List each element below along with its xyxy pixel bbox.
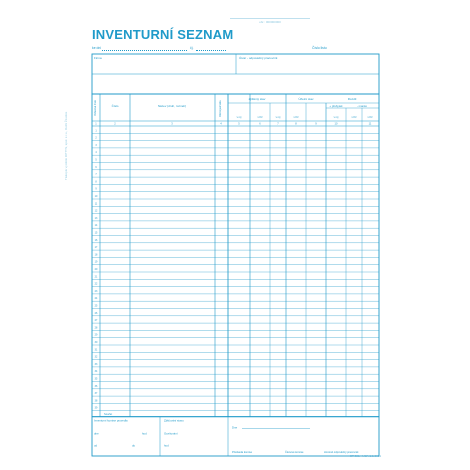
col-unit-6: v Kč	[367, 116, 373, 119]
col-number-4: 4	[220, 122, 222, 126]
row-number-34: 34	[94, 370, 98, 374]
row-number-39: 39	[94, 406, 98, 410]
row-number-31: 31	[94, 348, 98, 352]
firma-label: Firma	[94, 56, 102, 60]
row-number-19: 19	[94, 260, 98, 264]
col-number-2: 2	[114, 122, 116, 126]
utvar-label: Útvar - odpovědný pracovník	[239, 56, 278, 60]
col-number-10: 10	[334, 122, 338, 126]
col-unit-1: v Kč	[257, 116, 263, 119]
row-number-2: 2	[95, 136, 97, 140]
col-cislo: Číslo	[111, 104, 119, 108]
row-number-25: 25	[94, 304, 98, 308]
col-unit-2: v mj	[275, 116, 281, 119]
col-mj: Měrná jednotka	[219, 100, 222, 117]
col-unit-4: v mj	[333, 116, 339, 119]
row-number-16: 16	[94, 238, 98, 242]
row-number-4: 4	[95, 151, 97, 155]
footer-do: do	[132, 443, 136, 448]
total-label: Součet	[104, 413, 113, 417]
side-printer-text: Tiskopis vyrobilo OPTYS, spol. s r.o., Dolní Životice	[64, 111, 68, 180]
col-unit-5: v Kč	[351, 116, 357, 119]
inventory-form-page	[80, 18, 392, 460]
col-number-1: 1	[95, 122, 97, 126]
row-number-6: 6	[95, 165, 97, 169]
row-number-9: 9	[95, 187, 97, 191]
row-number-11: 11	[94, 202, 98, 206]
table-border	[92, 94, 379, 417]
row-number-38: 38	[94, 399, 98, 403]
footer-hod-1: hod	[142, 431, 147, 436]
form-title: INVENTURNÍ SEZNAM	[92, 27, 234, 42]
row-number-36: 36	[94, 384, 98, 388]
row-number-15: 15	[94, 231, 98, 235]
row-number-12: 12	[94, 209, 98, 213]
row-number-37: 37	[94, 392, 98, 396]
col-number-6: 6	[259, 122, 261, 126]
footer-predseda: Předseda komise	[232, 451, 253, 454]
row-number-32: 32	[94, 355, 98, 359]
col-rozdil: Rozdíl	[347, 97, 357, 101]
footer-clenove: Členové komise	[285, 451, 304, 454]
col-number-8: 8	[295, 122, 297, 126]
row-number-33: 33	[94, 362, 98, 366]
row-number-27: 27	[94, 319, 98, 323]
row-number-18: 18	[94, 253, 98, 257]
row-number-35: 35	[94, 377, 98, 381]
row-number-10: 10	[94, 195, 98, 198]
footer-hod-2: hod	[164, 443, 169, 448]
inventory-table	[80, 18, 392, 460]
ke-dni-label: ke dni	[92, 46, 102, 50]
row-number-30: 30	[94, 341, 98, 344]
row-number-22: 22	[94, 282, 98, 286]
row-number-1: 1	[95, 129, 97, 133]
footer-ocenovani: Oceňování	[164, 431, 178, 436]
row-number-28: 28	[94, 326, 98, 330]
row-number-20: 20	[94, 268, 98, 271]
footer-zjistovani: Zjišťování stavu	[164, 418, 184, 423]
col-number-5: 5	[238, 122, 240, 126]
row-number-5: 5	[95, 158, 97, 162]
row-number-14: 14	[94, 224, 98, 228]
col-unit-3: v Kč	[293, 116, 299, 119]
col-manko: - manko	[356, 104, 368, 108]
form-code: ET 331 · MSA 1.1.0021	[350, 454, 382, 458]
col-number-9: 9	[315, 122, 317, 126]
col-number-7: 7	[277, 122, 279, 126]
col-unit-0: v mj	[236, 116, 242, 119]
footer-dne: dne	[94, 431, 99, 436]
row-number-8: 8	[95, 180, 97, 184]
row-number-23: 23	[94, 289, 98, 293]
col-number-3: 3	[171, 122, 173, 126]
col-number-11: 11	[368, 122, 372, 126]
row-number-13: 13	[94, 216, 98, 220]
row-number-29: 29	[94, 333, 98, 337]
row-number-26: 26	[94, 311, 98, 315]
col-poradove: Pořadové číslo	[94, 100, 97, 116]
footer-inventuru: Inventurní komise provedla	[94, 418, 128, 423]
row-number-3: 3	[95, 143, 97, 147]
col-prebytek: + přebytek	[329, 104, 343, 108]
cislo-listu-label: Číslo listu	[312, 46, 327, 50]
row-number-24: 24	[94, 297, 98, 301]
col-nazev: Název (druh, rozměr)	[157, 104, 187, 108]
footer-odpovedny: Hmotně odpovědný pracovník	[324, 451, 359, 454]
footer-od: od	[94, 443, 98, 448]
cj-label: čj.	[190, 46, 194, 50]
row-number-7: 7	[95, 173, 97, 177]
row-number-17: 17	[94, 246, 98, 250]
row-number-21: 21	[94, 275, 98, 279]
col-ucetni: Účetní stav	[298, 97, 314, 101]
form-top-tag: obr.: 000000000	[230, 18, 310, 24]
col-zjisteny: Zjištěný stav	[248, 97, 266, 101]
footer-datum: Dne	[232, 425, 238, 430]
